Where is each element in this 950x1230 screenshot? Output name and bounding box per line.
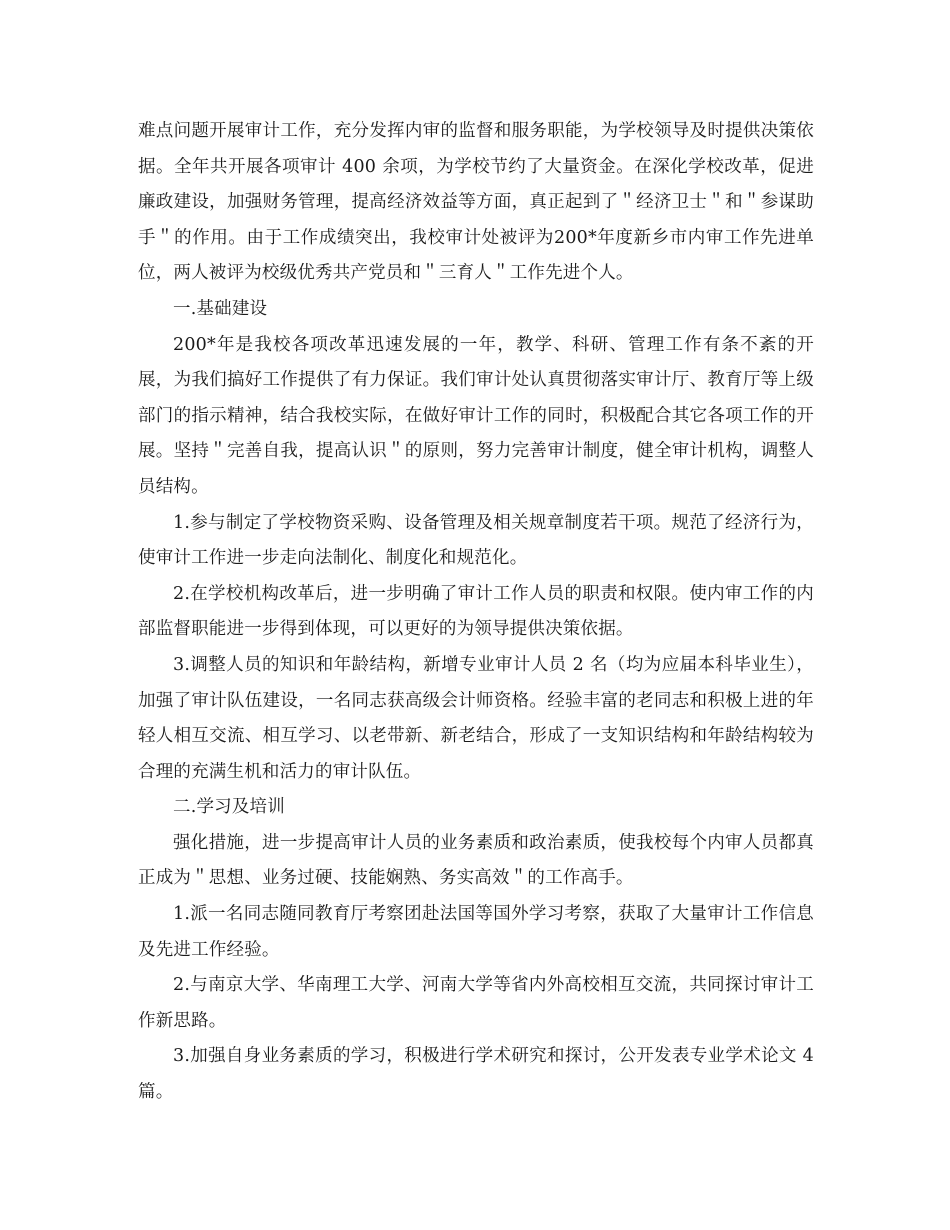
list-item-training-1: 1.派一名同志随同教育厅考察团赴法国等国外学习考察，获取了大量审计工作信息及先进工作经验。 <box>138 904 814 960</box>
list-item-infrastructure-1: 1.参与制定了学校物资采购、设备管理及相关规章制度若干项。规范了经济行为，使审计工作进一步走向法制化、制度化和规范化。 <box>138 512 814 569</box>
section-heading-infrastructure: 一.基础建设 <box>173 298 268 319</box>
list-item-infrastructure-2: 2.在学校机构改革后，进一步明确了审计工作人员的职责和权限。使内审工作的内部监督职能进一步得到体现，可以更好的为领导提供决策依据。 <box>138 583 814 640</box>
paragraph-intro-continued: 难点问题开展审计工作，充分发挥内审的监督和服务职能，为学校领导及时提供决策依据。全年共开展各项审计 400 余项，为学校节约了大量资金。在深化学校改革，促进廉政建设，加强财务管理，提高经济效益等方面，真正起到了＂经济卫士＂和＂参谋助手＂的作用。由于工作成绩突出，我校审计处被评为200*年度新乡市内审工作先进单位，两人被评为校级优秀共产党员和＂三育人＂工作先进个人。 <box>138 121 814 284</box>
section-heading-training: 二.学习及培训 <box>173 797 285 818</box>
paragraph-infrastructure-summary: 200*年是我校各项改革迅速发展的一年，教学、科研、管理工作有条不紊的开展，为我们搞好工作提供了有力保证。我们审计处认真贯彻落实审计厅、教育厅等上级部门的指示精神，结合我校实际，在做好审计工作的同时，积极配合其它各项工作的开展。坚持＂完善自我，提高认识＂的原则，努力完善审计制度，健全审计机构，调整人员结构。 <box>138 334 814 497</box>
paragraph-training-summary: 强化措施，进一步提高审计人员的业务素质和政治素质，使我校每个内审人员都真正成为＂思想、业务过硬、技能娴熟、务实高效＂的工作高手。 <box>138 832 814 889</box>
list-item-training-3: 3.加强自身业务素质的学习，积极进行学术研究和探讨，公开发表专业学术论文 4 篇。 <box>138 1046 814 1103</box>
document-body <box>138 114 814 1111</box>
list-item-infrastructure-3: 3.调整人员的知识和年龄结构，新增专业审计人员 2 名（均为应届本科毕业生），加强了审计队伍建设，一名同志获高级会计师资格。经验丰富的老同志和积极上进的年轻人相互交流、相互学习、以老带新、新老结合，形成了一支知识结构和年龄结构较为合理的充满生机和活力的审计队伍。 <box>138 654 814 782</box>
list-item-training-2: 2.与南京大学、华南理工大学、河南大学等省内外高校相互交流，共同探讨审计工作新思路。 <box>138 975 814 1031</box>
